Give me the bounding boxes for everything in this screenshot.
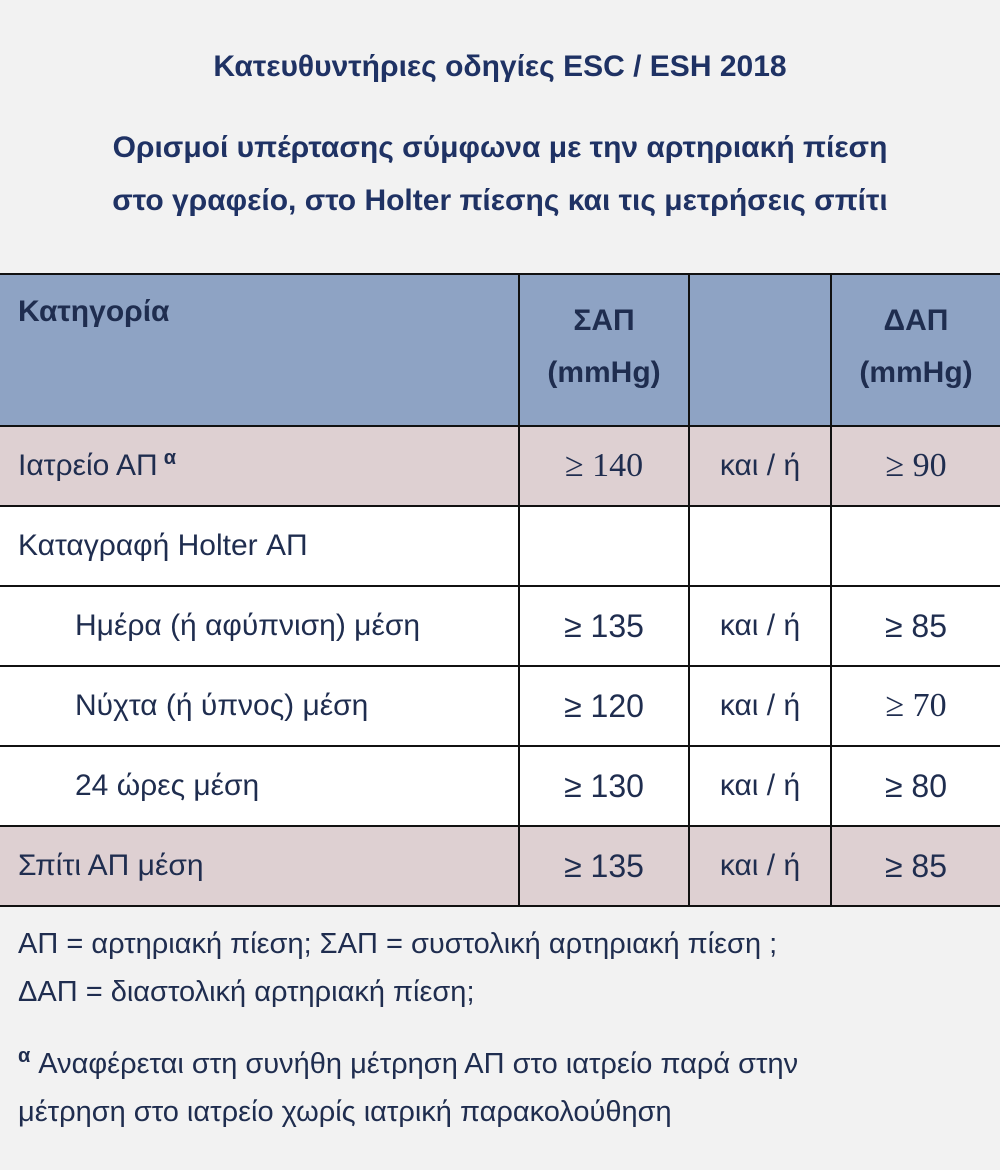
header-connector [689,274,831,426]
alpha-footnote-line-2: μέτρηση στο ιατρείο χωρίς ιατρική παρακολούθηση [18,1096,672,1128]
footnote-marker: α [18,1045,31,1068]
table-row [0,586,1000,666]
row-connector: και / ή [689,826,831,906]
row-connector: και / ή [689,586,831,666]
table-row [0,826,1000,906]
row-sbp [519,506,689,586]
row-sbp: ≥ 135 [519,586,689,666]
row-dbp [831,506,1000,586]
table-row [0,506,1000,586]
row-connector [689,506,831,586]
table-row [0,746,1000,826]
header-sbp [519,274,689,426]
footnote-marker: α [163,447,176,469]
row-connector: και / ή [689,666,831,746]
header-sbp-label: ΣΑΠ [573,304,635,337]
row-sbp: ≥ 120 [519,666,689,746]
header-dbp-label: ΔΑΠ [883,304,949,337]
row-sbp: ≥ 130 [519,746,689,826]
row-label: Σπίτι ΑΠ μέση [0,826,519,906]
row-label: 24 ώρες μέση [0,746,519,826]
row-sbp: ≥ 140 [519,426,689,506]
row-label: Νύχτα (ή ύπνος) μέση [0,666,519,746]
row-label: Καταγραφή Holter ΑΠ [0,506,519,586]
row-label: Ημέρα (ή αφύπνιση) μέση [0,586,519,666]
subtitle-line-1: Ορισμοί υπέρτασης σύμφωνα με την αρτηριακή πίεση [112,131,888,164]
alpha-footnote [18,1040,988,1136]
row-connector: και / ή [689,746,831,826]
page-title: Κατευθυντήριες οδηγίες ESC / ESH 2018 [213,50,787,83]
abbreviations-line-2: ΔΑΠ = διαστολική αρτηριακή πίεση; [18,976,475,1008]
table-row [0,666,1000,746]
abbreviations-line-1: ΑΠ = αρτηριακή πίεση; ΣΑΠ = συστολική αρτηριακή πίεση ; [18,928,778,960]
header-dbp [831,274,1000,426]
subtitle-line-2: στο γραφείο, στο Holter πίεσης και τις μετρήσεις σπίτι [112,184,888,217]
row-dbp: ≥ 85 [831,586,1000,666]
row-dbp: ≥ 70 [831,666,1000,746]
row-dbp: ≥ 80 [831,746,1000,826]
row-connector: και / ή [689,426,831,506]
header-category: Κατηγορία [0,274,519,426]
header-sbp-unit: (mmHg) [547,356,661,389]
table-header-row [0,274,1000,426]
header-dbp-unit: (mmHg) [859,356,973,389]
row-dbp: ≥ 90 [831,426,1000,506]
row-sbp: ≥ 135 [519,826,689,906]
abbreviations-note [18,920,988,1016]
table-row [0,426,1000,506]
row-label: Ιατρείο ΑΠ $^\alpha$ [0,426,519,506]
row-dbp: ≥ 85 [831,826,1000,906]
hypertension-definitions-table [0,273,1000,907]
alpha-footnote-line-1: $^\alpha$ Αναφέρεται στη συνήθη μέτρηση ΑΠ στο ιατρείο παρά στην [18,1045,799,1080]
